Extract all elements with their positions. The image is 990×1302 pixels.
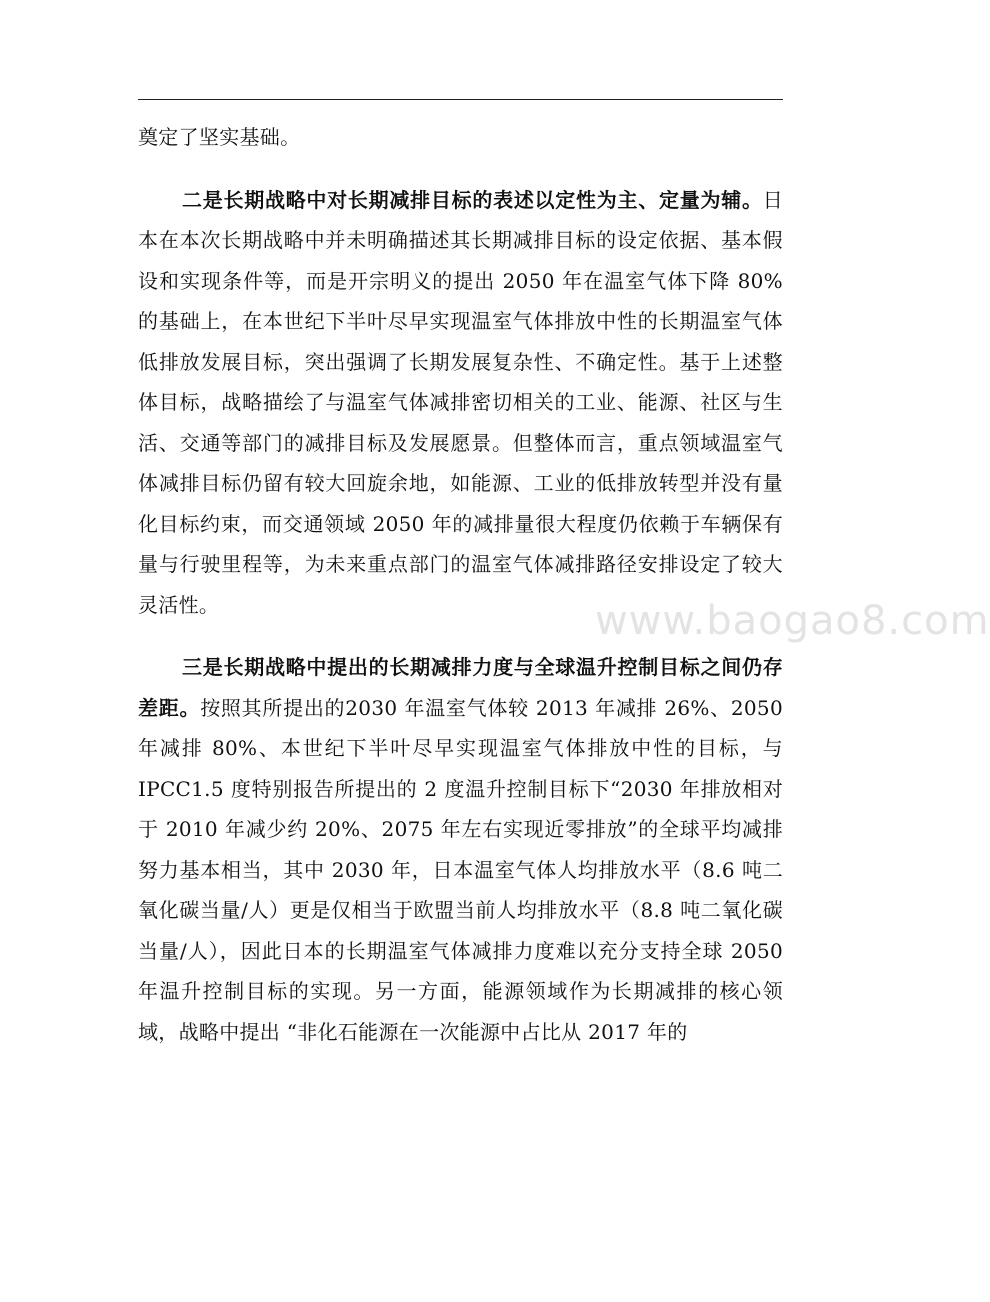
paragraph-text: 日本在本次长期战略中并未明确描述其长期减排目标的设定依据、基本假设和实现条件等，而是开宗明义的提出 2050 年在温室气体下降 80%的基础上，在本世纪下半叶尽早实现温室气体排放中性的长期温室气体低排放发展目标，突出强调了长期发展复杂性、不确定性。基于上述整体目标，战略描绘了与温室气体减排密切相关的工业、能源、社区与生活、交通等部门的减排目标及发展愿景。但整体而言，重点领域温室气体减排目标仍留有较大回旋余地，如能源、工业的低排放转型并没有量化目标约束，而交通领域 2050 年的减排量很大程度仍依赖于车辆保有量与行驶里程等，为未来重点部门的温室气体减排路径安排设定了较大灵活性。: [138, 187, 783, 617]
watermark: www.baogao8.com: [595, 598, 990, 644]
paragraph-text: 奠定了坚实基础。: [138, 125, 301, 149]
document-body: [138, 117, 783, 1052]
paragraph-continuation: [138, 117, 783, 158]
paragraph-text: 按照其所提出的2030 年温室气体较 2013 年减排 26%、2050 年减排 80%、本世纪下半叶尽早实现温室气体排放中性的目标，与 IPCC1.5 度特别报告所提出的 2 度温升控制目标下“2030 年排放相对于 2010 年减少约 20%、2075 年左右实现近零排放”的全球平均减排努力基本相当，其中 2030 年，日本温室气体人均排放水平（8.6 吨二氧化碳当量/人）更是仅相当于欧盟当前人均排放水平（8.8 吨二氧化碳当量/人），因此日本的长期温室气体减排力度难以充分支持全球 2050 年温升控制目标的实现。另一方面，能源领域作为长期减排的核心领域，战略中提出 “非化石能源在一次能源中占比从 2017 年的: [138, 695, 783, 1044]
paragraph-lead: 三是长期战略中提出的长期减排力度与全球温升控制目标之间仍存差距。: [138, 655, 783, 720]
header-rule: [138, 99, 783, 100]
paragraph-lead: 二是长期战略中对长期减排目标的表述以定性为主、定量为辅。: [182, 187, 763, 212]
paragraph-point-two: [138, 180, 783, 626]
paragraph-point-three: [138, 647, 783, 1052]
